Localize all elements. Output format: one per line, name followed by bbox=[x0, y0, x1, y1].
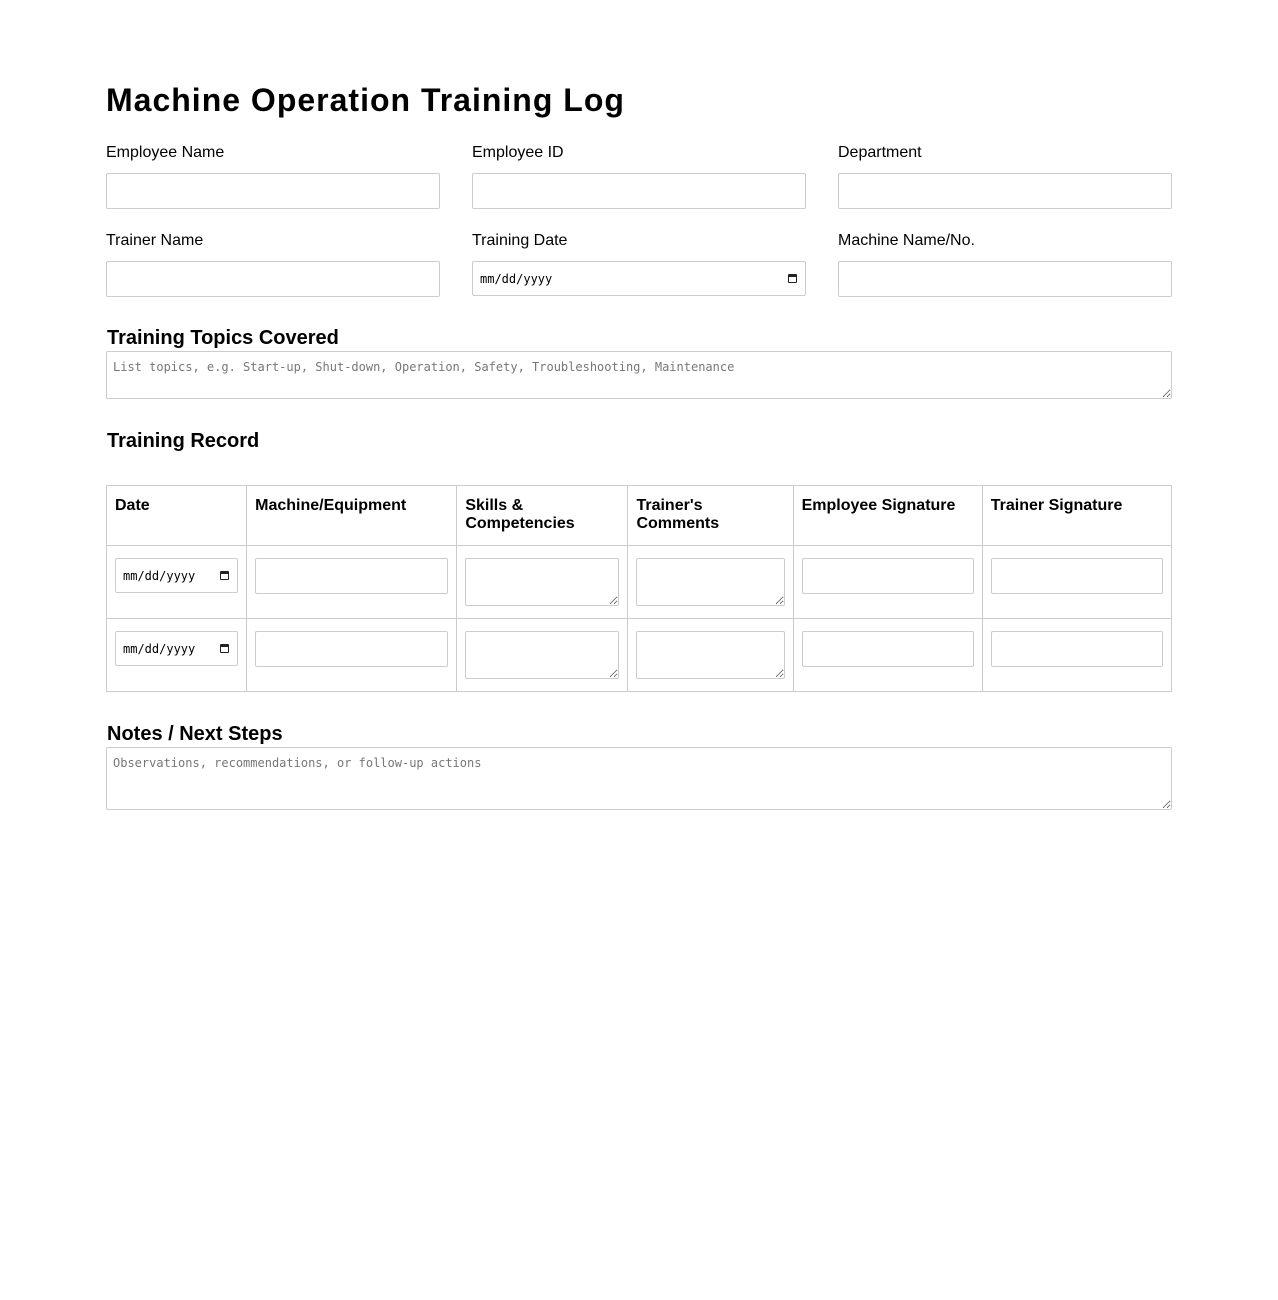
employee-name-label: Employee Name bbox=[106, 144, 225, 161]
training-date-label: Training Date bbox=[472, 232, 568, 249]
notes-textarea[interactable] bbox=[106, 747, 1172, 810]
training-record-table bbox=[106, 485, 1172, 692]
column-header-skills: Skills & Competencies bbox=[457, 486, 628, 546]
cell-machine bbox=[247, 619, 457, 692]
cell-skills bbox=[457, 546, 628, 619]
column-header-comments: Trainer's Comments bbox=[628, 486, 793, 546]
cell-date bbox=[107, 546, 247, 619]
cell-employee-signature bbox=[793, 619, 982, 692]
employee-id-input[interactable] bbox=[472, 173, 806, 209]
date-placeholder: mm/dd/yyyy bbox=[123, 641, 196, 656]
employee-id-field bbox=[472, 143, 806, 209]
cell-comments bbox=[628, 546, 793, 619]
page-title: Machine Operation Training Log bbox=[106, 82, 625, 118]
row-comments-textarea[interactable] bbox=[636, 631, 784, 679]
topics-heading: Training Topics Covered bbox=[107, 327, 339, 349]
row-skills-textarea[interactable] bbox=[465, 631, 619, 679]
table-row bbox=[107, 546, 1172, 619]
calendar-icon[interactable] bbox=[220, 644, 229, 653]
notes-heading: Notes / Next Steps bbox=[107, 723, 283, 745]
employee-name-field bbox=[106, 143, 440, 209]
trainer-name-label: Trainer Name bbox=[106, 232, 204, 249]
cell-trainer-signature bbox=[982, 546, 1171, 619]
department-label: Department bbox=[838, 144, 922, 161]
employee-id-label: Employee ID bbox=[472, 144, 564, 161]
training-info-row bbox=[106, 231, 1172, 297]
column-header-employee-signature: Employee Signature bbox=[793, 486, 982, 546]
machine-name-input[interactable] bbox=[838, 261, 1172, 297]
column-header-date: Date bbox=[107, 486, 247, 546]
date-placeholder: mm/dd/yyyy bbox=[480, 271, 553, 286]
employee-name-input[interactable] bbox=[106, 173, 440, 209]
calendar-icon[interactable] bbox=[788, 274, 797, 283]
department-field bbox=[838, 143, 1172, 209]
row-date-input[interactable] bbox=[115, 631, 238, 666]
column-header-machine: Machine/Equipment bbox=[247, 486, 457, 546]
table-header-row bbox=[107, 486, 1172, 546]
cell-machine bbox=[247, 546, 457, 619]
cell-trainer-signature bbox=[982, 619, 1171, 692]
cell-comments bbox=[628, 619, 793, 692]
row-date-input[interactable] bbox=[115, 558, 238, 593]
row-machine-input[interactable] bbox=[255, 631, 448, 667]
machine-name-label: Machine Name/No. bbox=[838, 232, 975, 249]
trainer-name-field bbox=[106, 231, 440, 297]
column-header-trainer-signature: Trainer Signature bbox=[982, 486, 1171, 546]
trainer-name-input[interactable] bbox=[106, 261, 440, 297]
row-trainer-signature-input[interactable] bbox=[991, 631, 1163, 667]
record-heading: Training Record bbox=[107, 430, 260, 452]
department-input[interactable] bbox=[838, 173, 1172, 209]
table-row bbox=[107, 619, 1172, 692]
training-date-field bbox=[472, 231, 806, 297]
cell-employee-signature bbox=[793, 546, 982, 619]
cell-skills bbox=[457, 619, 628, 692]
calendar-icon[interactable] bbox=[220, 571, 229, 580]
row-trainer-signature-input[interactable] bbox=[991, 558, 1163, 594]
row-employee-signature-input[interactable] bbox=[802, 631, 974, 667]
row-machine-input[interactable] bbox=[255, 558, 448, 594]
topics-textarea[interactable] bbox=[106, 351, 1172, 399]
date-placeholder: mm/dd/yyyy bbox=[123, 568, 196, 583]
row-employee-signature-input[interactable] bbox=[802, 558, 974, 594]
cell-date bbox=[107, 619, 247, 692]
training-date-input[interactable] bbox=[472, 261, 806, 296]
employee-info-row bbox=[106, 143, 1172, 209]
row-comments-textarea[interactable] bbox=[636, 558, 784, 606]
machine-name-field bbox=[838, 231, 1172, 297]
row-skills-textarea[interactable] bbox=[465, 558, 619, 606]
